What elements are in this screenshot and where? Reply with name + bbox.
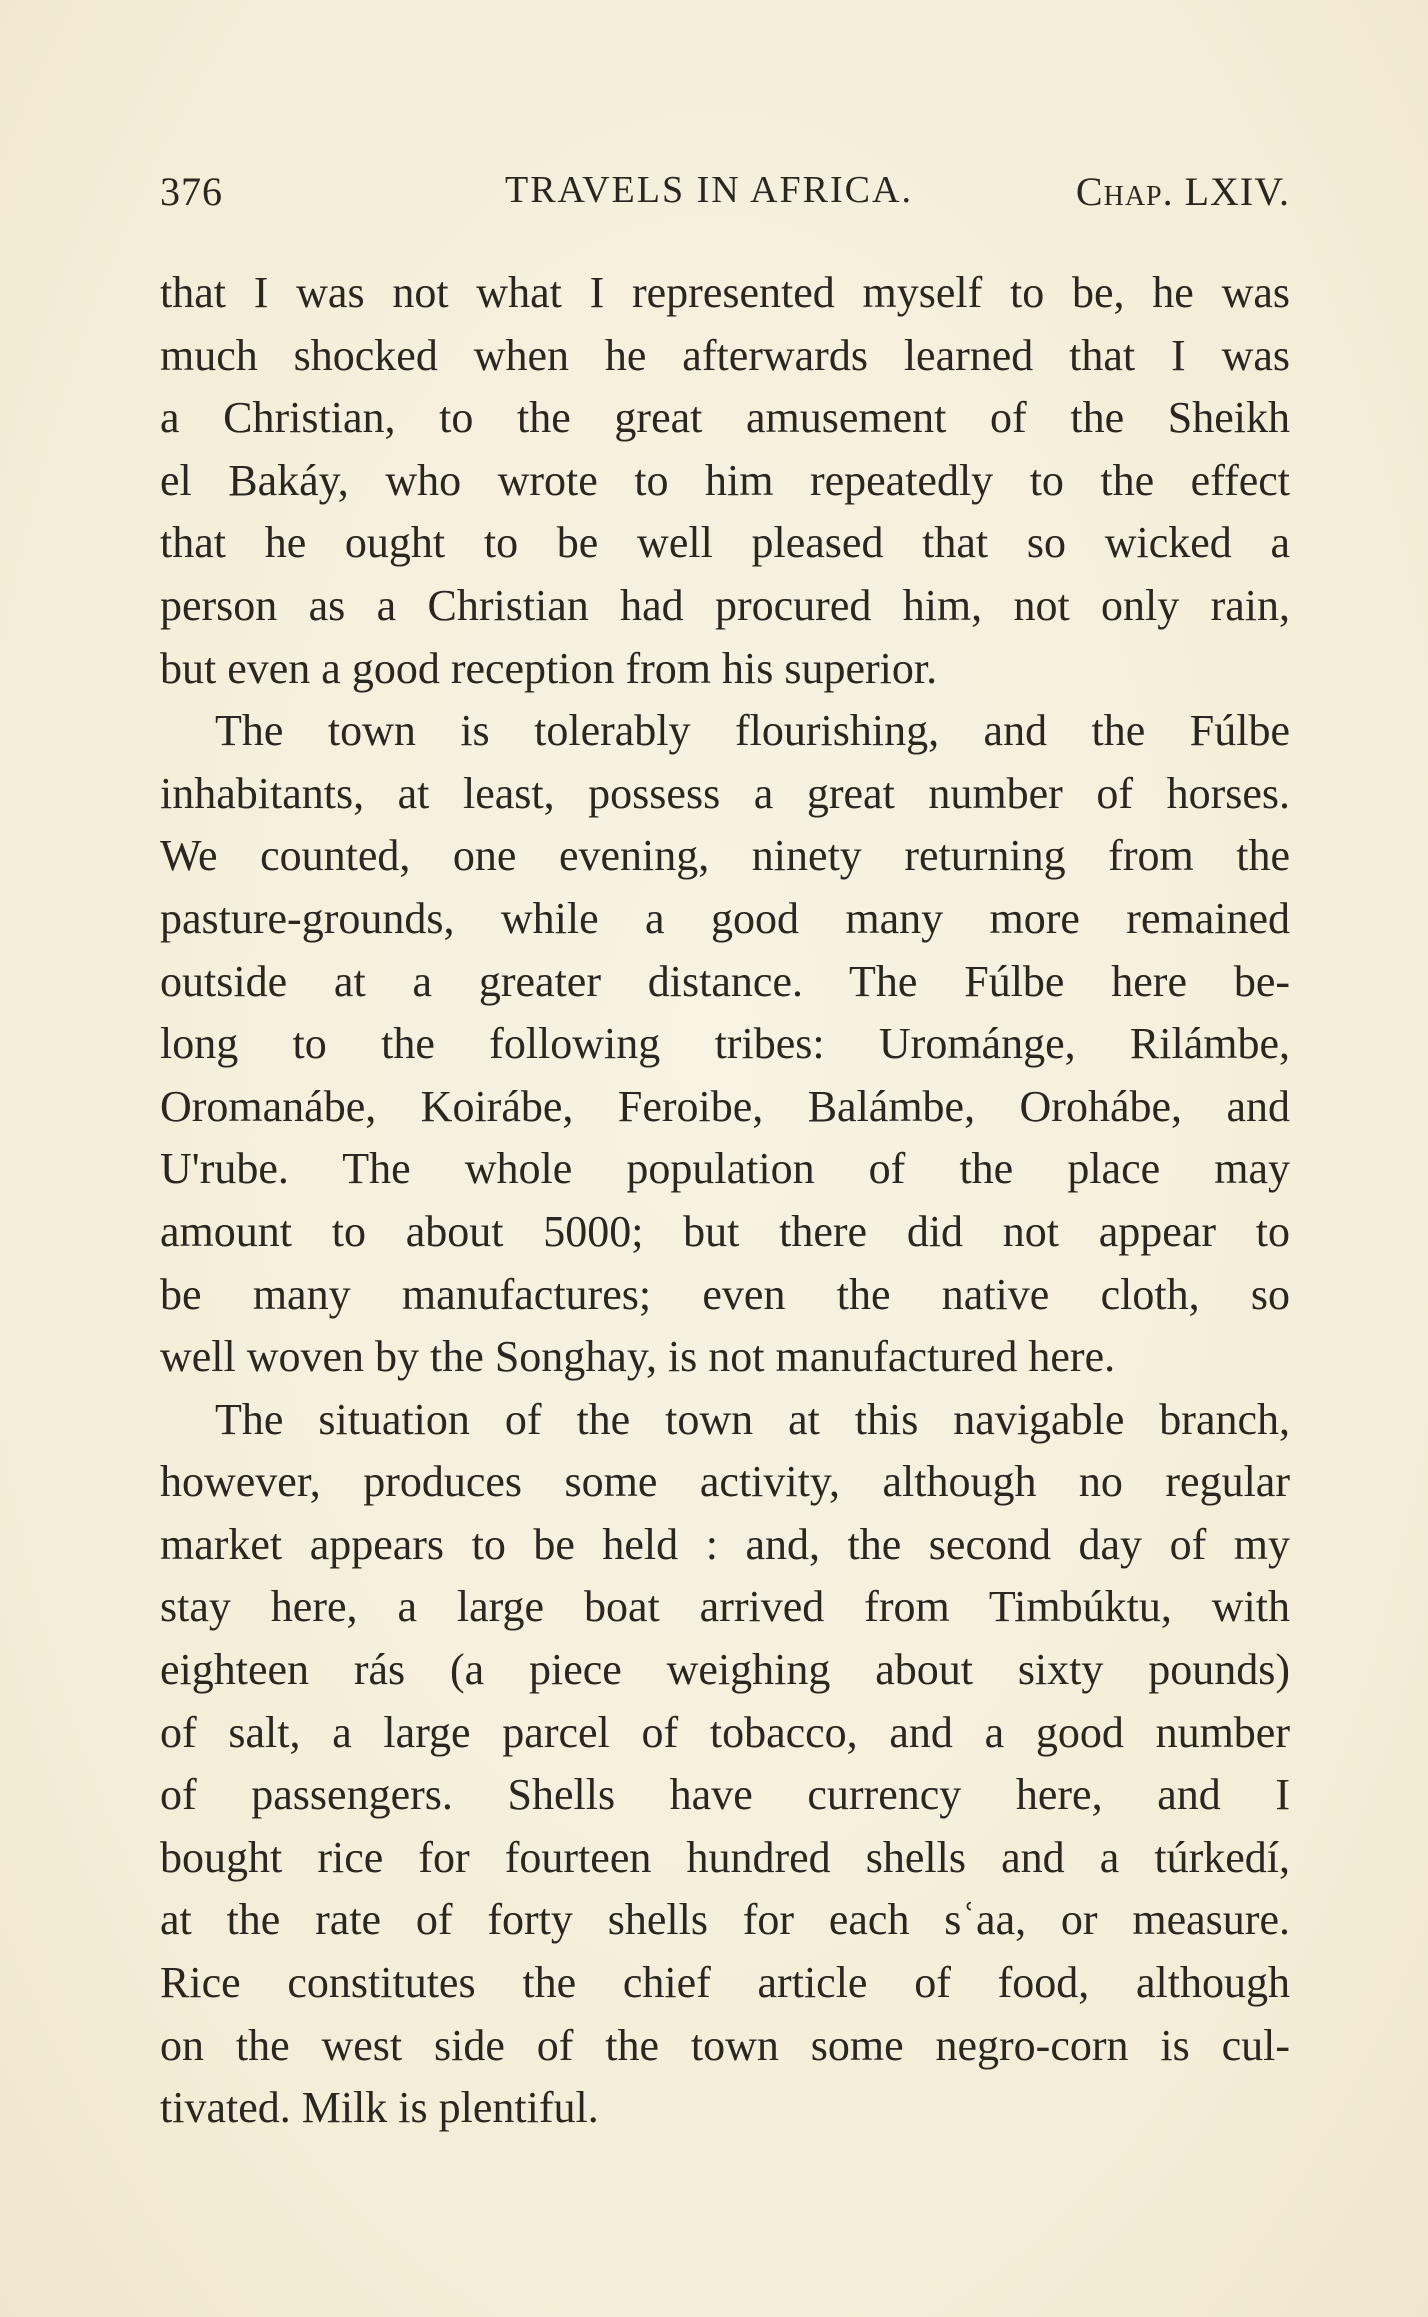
text-line: a Christian, to the great amusement of the Sheikh [160, 393, 1290, 443]
body-text [160, 262, 1290, 2140]
text-line: Rice constitutes the chief article of food, although [160, 1958, 1290, 2008]
text-line: market appears to be held : and, the second day of my [160, 1519, 1290, 1569]
text-line: person as a Christian had procured him, not only rain, [160, 580, 1290, 630]
text-line: long to the following tribes: Urománge, Rilámbe, [160, 1019, 1290, 1069]
text-line: We counted, one evening, ninety returning from the [160, 831, 1290, 881]
text-line: The town is tolerably flourishing, and the Fúlbe [215, 706, 1290, 756]
text-line: of passengers. Shells have currency here, and I [160, 1770, 1290, 1820]
text-line: inhabitants, at least, possess a great number of horses. [160, 768, 1290, 818]
text-line: bought rice for fourteen hundred shells and a túrkedí, [160, 1832, 1290, 1882]
text-line: much shocked when he afterwards learned that I was [160, 330, 1290, 380]
text-line: amount to about 5000; but there did not appear to [160, 1206, 1290, 1256]
text-line: however, produces some activity, although no regular [160, 1457, 1290, 1507]
text-line: Oromanábe, Koirábe, Feroibe, Balámbe, Orohábe, and [160, 1081, 1290, 1131]
text-line: el Bakáy, who wrote to him repeatedly to the effect [160, 455, 1290, 505]
text-line: but even a good reception from his superior. [160, 643, 938, 693]
running-head [160, 168, 1290, 218]
text-line: pasture-grounds, while a good many more remained [160, 893, 1290, 943]
text-line: that he ought to be well pleased that so wicked a [160, 518, 1290, 568]
text-line: that I was not what I represented myself to be, he was [160, 268, 1290, 317]
text-line: be many manufactures; even the native cloth, so [160, 1269, 1290, 1319]
text-line: well woven by the Songhay, is not manufactured here. [160, 1332, 1116, 1382]
text-line: eighteen rás (a piece weighing about sixty pounds) [160, 1645, 1290, 1695]
text-line: The situation of the town at this navigable branch, [215, 1394, 1290, 1444]
text-line: U'rube. The whole population of the place may [160, 1144, 1290, 1194]
running-title: TRAVELS IN AFRICA. [505, 169, 913, 211]
text-line: on the west side of the town some negro-corn is cul- [160, 2020, 1290, 2070]
text-line: tivated. Milk is plentiful. [160, 2083, 599, 2133]
text-line: stay here, a large boat arrived from Timbúktu, with [160, 1582, 1290, 1632]
text-line: of salt, a large parcel of tobacco, and a good number [160, 1707, 1290, 1757]
page-number: 376 [160, 169, 223, 214]
chapter-label: Chap. LXIV. [1075, 169, 1290, 214]
text-line: at the rate of forty shells for each sʿaa, or measure. [160, 1895, 1290, 1945]
text-line: outside at a greater distance. The Fúlbe here be- [160, 956, 1290, 1006]
